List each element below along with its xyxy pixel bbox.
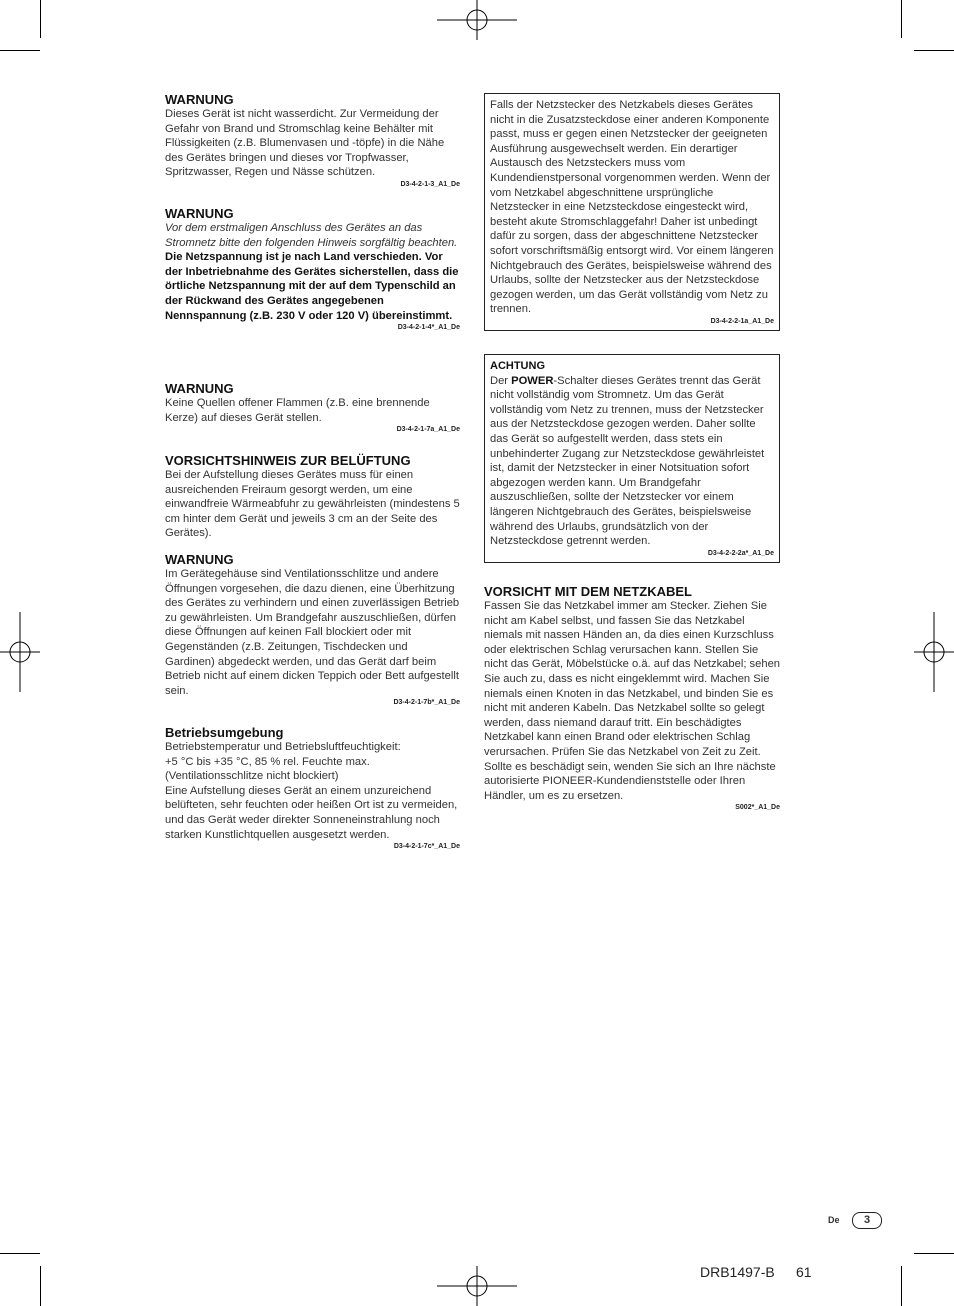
box-body: Falls der Netzstecker des Netzkabels dieses Gerätes nicht in die Zusatzsteckdose einer anderen Komponente passt, muss er gegen einen Netzstecker der geeigneten Ausführung ausgewechselt werden. Ein derartiger Austausch des Netzsteckers muss vom Kundendienstpersonal vorgenommen werden. Wenn der vom Netzkabel abgeschnittene ursprüngliche Netzstecker in eine Netzsteckdose eingesteckt wird, besteht akute Stromschlaggefahr! Daher ist unbedingt dafür zu sorgen, dass der abgeschnittene Netzstecker sofort vorschriftsmäßig entsorgt wird. Vor einem längeren Nichtgebrauch des Gerätes, beispielsweise während des Urlaubs, sollte der Netzstecker aus der Netzsteckdose gezogen werden, um das Gerät vollständig vom Netz zu trennen. [490,99,774,316]
section-body: Bei der Aufstellung dieses Gerätes muss für einen ausreichenden Freiraum gesorgt werden, um eine einwandfreie Wärmeabfuhr zu gewährleisten (mindestens 5 cm hinter dem Gerät und jeweils 3 cm an der Seite des Gerätes). [165,469,460,540]
section-body: Eine Aufstellung dieses Gerät an einem unzureichend belüfteten, sehr feuchten oder heißen Ort ist zu vermeiden, und das Gerät weder direkter Sonneneinstrahlung noch starken Kunstlichtquellen ausgesetzt werden. [165,784,458,841]
reference-code: D3-4-2-1-3_A1_De [400,180,460,188]
crop-mark [901,0,902,38]
crop-mark [901,1266,902,1306]
caution-box [484,354,780,563]
reference-code: D3-4-2-2-1a_A1_De [710,317,774,325]
crop-mark [0,50,40,51]
reference-code: D3-4-2-1-7c*_A1_De [393,843,460,851]
crop-mark [0,1253,40,1254]
section-body: Keine Quellen offener Flammen (z.B. eine brennende Kerze) auf dieses Gerät stellen. [165,397,430,424]
left-column [165,552,460,708]
power-label: POWER [511,374,554,387]
notice-box [484,93,780,331]
left-column [165,453,460,541]
crop-mark [40,0,41,38]
section-heading: VORSICHT MIT DEM NETZKABEL [484,584,692,599]
page-number-badge: 3 [852,1212,882,1229]
box-heading: ACHTUNG [490,360,545,372]
sheet-number: 61 [796,1264,812,1280]
registration-mark-icon [437,1266,517,1306]
section-intro: Vor dem erstmaligen Anschluss des Gerätes an das Stromnetz bitte den folgenden Hinweis sorgfältig beachten. [165,222,458,249]
section-body: Fassen Sie das Netzkabel immer am Stecker. Ziehen Sie nicht am Kabel selbst, und fassen Sie das Netzkabel niemals mit nassen Händen an, da dies einen Kurzschluss oder elektrischen Schlag verursachen kann. Stellen Sie nicht das Gerät, Möbelstücke o.ä. auf das Netzkabel; sehen Sie auch zu, dass es nicht eingeklemmt wird. Machen Sie niemals einen Knoten in das Netzkabel, und binden Sie es nicht mit anderen Kabeln. Das Netzkabel sollte so gelegt werden, dass niemand darauf tritt. Ein beschädigtes Netzkabel kann einen Brand oder elektrischen Schlag verursachen. Prüfen Sie das Netzkabel von Zeit zu Zeit. Sollte es beschädigt sein, wenden Sie sich an Ihre nächste autorisierte PIONEER-Kundendienststelle oder Ihren Händler, um es zu ersetzen. [484,600,781,802]
left-column [165,206,460,333]
left-column [165,381,460,435]
box-body: Der POWER-Schalter dieses Gerätes trennt das Gerät nicht vollständig vom Stromnetz. Um das Gerät vollständig vom Netz zu trennen, muss der Netzstecker aus der Netzsteckdose gezogen werden. Daher sollte das Gerät so aufgestellt werden, dass stets ein unbehinderter Zugang zur Netzsteckdose gewährleistet ist, damit der Netzstecker in einer Notsituation sofort abgezogen werden kann. Um Brandgefahr auszuschließen, sollte der Netzstecker vor einem längeren Nichtgebrauch des Gerätes, beispielsweise während des Urlaubs, grundsätzlich von der Netzsteckdose getrennt werden. [490,374,765,548]
registration-mark-icon [437,0,517,40]
left-column [165,725,460,852]
section-heading: WARNUNG [165,92,234,107]
crop-mark [914,1253,954,1254]
section-line: (Ventilationsschlitze nicht blockiert) [165,770,339,783]
section-heading: WARNUNG [165,552,234,567]
right-column [484,584,780,813]
document-id: DRB1497-B [700,1264,775,1280]
section-line: Betriebstemperatur und Betriebsluftfeuchtigkeit: [165,741,401,753]
reference-code: D3-4-2-1-4*_A1_De [397,324,460,332]
section-heading: Betriebsumgebung [165,725,284,740]
left-column [165,92,460,190]
section-body: Dieses Gerät ist nicht wasserdicht. Zur Vermeidung der Gefahr von Brand und Stromschlag keine Behälter mit Flüssigkeiten (z.B. Blumenvasen und -töpfe) in die Nähe des Gerätes bringen und dieses vor Tropfwasser, Spritzwasser, Regen und Nässe schützen. [165,108,445,179]
section-body: Im Gerätegehäuse sind Ventilationsschlitze und andere Öffnungen vorgesehen, die dazu dienen, eine Überhitzung des Gerätes zu verhindern und einen zuverlässigen Betrieb zu gewährleisten. Um Brandgefahr auszuschließen, dürfen diese Öffnungen auf keinen Fall blockiert oder mit Gegenständen (z.B. Zeitungen, Tischdecken und Gardinen) abgedeckt werden, und das Gerät darf beim Betrieb nicht auf einem dicken Teppich oder Bett aufgestellt sein. [165,568,460,697]
reference-code: D3-4-2-1-7a_A1_De [396,426,460,434]
section-heading: WARNUNG [165,206,234,221]
section-bold-notice: Die Netzspannung ist je nach Land verschieden. Vor der Inbetriebnahme des Gerätes sicherstellen, dass die örtliche Netzspannung mit der auf dem Typenschild an der Rückwand des Gerätes angegebenen Nennspannung (z.B. 230 V oder 120 V) übereinstimmt. [165,251,459,322]
section-heading: WARNUNG [165,381,234,396]
registration-mark-icon [914,612,954,692]
section-line: +5 °C bis +35 °C, 85 % rel. Feuchte max. [165,755,370,768]
reference-code: S002*_A1_De [735,804,780,812]
language-label: De [828,1215,840,1225]
section-heading: VORSICHTSHINWEIS ZUR BELÜFTUNG [165,453,411,468]
reference-code: D3-4-2-2-2a*_A1_De [707,549,774,557]
crop-mark [40,1266,41,1306]
crop-mark [914,50,954,51]
reference-code: D3-4-2-1-7b*_A1_De [393,699,460,707]
registration-mark-icon [0,612,40,692]
